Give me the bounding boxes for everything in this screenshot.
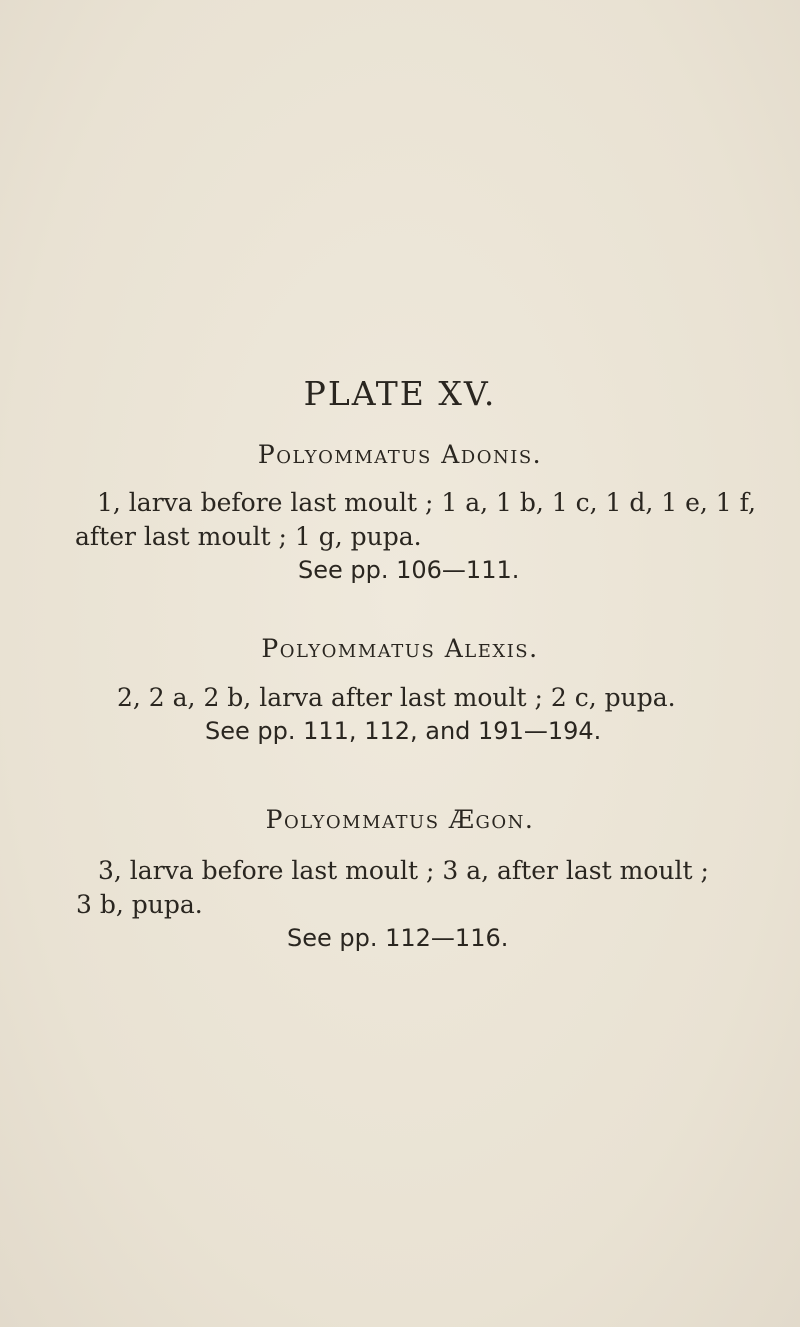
caption-line: after last moult ; 1 g, pupa. [75,522,422,551]
species-heading-text: Polyommatus Ægon. [265,805,535,834]
page-reference: See pp. 112—116. [287,924,509,952]
plate-title: PLATE XV. [303,374,497,413]
caption-line: 2, 2 a, 2 b, larva after last moult ; 2 c, pupa. [117,683,676,712]
caption-line: 3 b, pupa. [76,890,203,919]
species-heading-adonis [0,440,800,469]
species-heading-aegon [0,805,800,834]
caption-line: 3, larva before last moult ; 3 a, after last moult ; [98,856,709,885]
page-reference: See pp. 111, 112, and 191—194. [205,717,602,745]
page-reference: See pp. 106—111. [298,556,520,584]
caption-line: 1, larva before last moult ; 1 a, 1 b, 1 c, 1 d, 1 e, 1 f, [97,488,756,517]
species-heading-text: Polyommatus Alexis. [261,634,539,663]
species-heading-text: Polyommatus Adonis. [257,440,543,469]
species-heading-alexis [0,634,800,663]
